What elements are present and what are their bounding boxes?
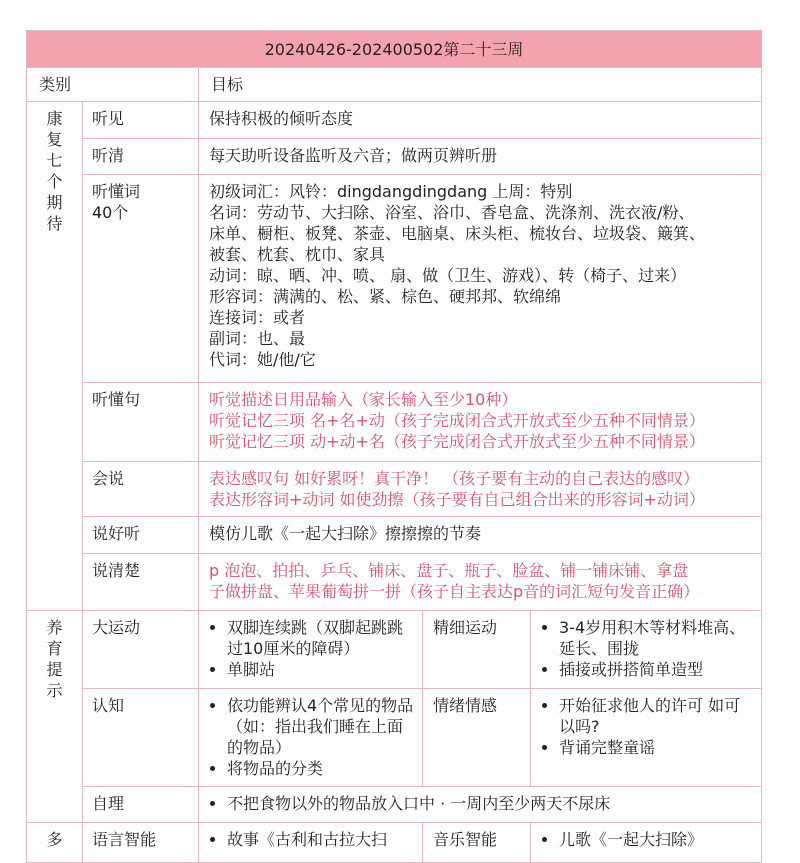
row-label-selfcare: 自理: [83, 787, 199, 823]
vocab-line: 被套、枕套、枕巾、家具: [209, 245, 386, 264]
selfcare-items: [199, 787, 762, 823]
list-item: • 双脚连续跳（双脚起跳跳过10厘米的障碍）: [227, 617, 416, 659]
list-item: • 单脚站: [227, 659, 416, 680]
goal-tingdongci: [199, 175, 762, 383]
vocab-line: 副词：也、最: [209, 329, 306, 348]
row-label-tingjian: 听见: [83, 102, 199, 139]
pronunciation-line: p 泡泡、拍拍、乒乓、铺床、盘子、瓶子、脸盆、铺一铺床铺、拿盘: [209, 561, 689, 580]
goal-tingqing: 每天助听设备监听及六音；做两页辨听册: [199, 139, 762, 175]
row-label-shuoqingchu: 说清楚: [83, 554, 199, 611]
category-header: 类别: [27, 68, 199, 102]
fine-motor-items: [531, 611, 762, 689]
row-label-cognition: 认知: [83, 689, 199, 787]
pronunciation-line: 子做拼盘、苹果葡萄拼一拼（孩子自主表达p音的词汇短句发音正确）: [209, 582, 700, 601]
cognition-items: [199, 689, 423, 787]
section-parenting-label: 养 育 提 示: [27, 611, 83, 823]
section-rehab-label: 康 复 七 个 期 待: [27, 102, 83, 611]
vocab-line: 连接词：或者: [209, 308, 306, 327]
sentence-line: 听觉记忆三项 名+名+动（孩子完成闭合式开放式至少五种不同情景）: [209, 411, 705, 430]
vocab-line: 初级词汇：风铃：dingdangdingdang 上周：特别: [209, 182, 573, 201]
weekly-plan-table: [26, 30, 762, 863]
sentence-line: 听觉记忆三项 动+动+名（孩子完成闭合式开放式至少五种不同情景）: [209, 432, 705, 451]
row-label-language: 语言智能: [83, 823, 199, 863]
goal-tingjian: 保持积极的倾听态度: [199, 102, 762, 139]
list-item: • 将物品的分类: [227, 758, 416, 779]
row-label-tingdongci: 听懂词 40个: [83, 175, 199, 383]
sentence-line: 听觉描述日用品输入（家长输入至少10种）: [209, 390, 518, 409]
vocab-line: 床单、橱柜、板凳、茶壶、电脑桌、床头柜、梳妆台、垃圾袋、簸箕、: [209, 224, 706, 243]
row-label-tingqing: 听清: [83, 139, 199, 175]
vocab-line: 名词：劳动节、大扫除、浴室、浴巾、香皂盒、洗涤剂、洗衣液/粉、: [209, 203, 695, 222]
gross-motor-items: [199, 611, 423, 689]
goal-huishuo: [199, 462, 762, 517]
goal-shuohaoting: 模仿儿歌《一起大扫除》擦擦擦的节奏: [199, 517, 762, 554]
row-label-music: 音乐智能: [423, 823, 531, 863]
list-item: • 依功能辨认4个常见的物品（如：指出我们睡在上面的物品）: [227, 695, 416, 758]
section-multi-label: 多: [27, 823, 83, 863]
vocab-line: 动词：晾、晒、冲、喷、 扇、做（卫生、游戏）、转（椅子、过来）: [209, 266, 687, 285]
list-item: • 插接或拼搭简单造型: [559, 659, 755, 680]
week-title: 20240426-202400502第二十三周: [27, 31, 762, 68]
goal-shuoqingchu: [199, 554, 762, 611]
language-items: [199, 823, 423, 863]
row-label-fine-motor: 精细运动: [423, 611, 531, 689]
goal-header: 目标: [199, 68, 762, 102]
row-label-huishuo: 会说: [83, 462, 199, 517]
list-item: • 儿歌《一起大扫除》: [559, 829, 755, 850]
speech-line: 表达感叹句 如好累呀！真干净！ （孩子要有主动的自己表达的感叹）: [209, 469, 700, 488]
emotion-items: [531, 689, 762, 787]
row-label-gross-motor: 大运动: [83, 611, 199, 689]
list-item: • 不把食物以外的物品放入口中 · 一周内至少两天不尿床: [227, 793, 755, 814]
vocab-line: 形容词：满满的、松、紧、棕色、硬邦邦、软绵绵: [209, 287, 562, 306]
speech-line: 表达形容词+动词 如使劲擦（孩子要有自己组合出来的形容词+动词）: [209, 490, 705, 509]
list-item: • 3-4岁用积木等材料堆高、延长、围拢: [559, 617, 755, 659]
list-item: • 背诵完整童谣: [559, 737, 755, 758]
music-items: [531, 823, 762, 863]
row-label-emotion: 情绪情感: [423, 689, 531, 787]
goal-tingdongju: [199, 383, 762, 462]
vocab-line: 代词：她/他/它: [209, 350, 316, 369]
row-label-shuohaoting: 说好听: [83, 517, 199, 554]
list-item: • 故事《古利和古拉大扫: [227, 829, 416, 850]
list-item: • 开始征求他人的许可 如可以吗?: [559, 695, 755, 737]
row-label-tingdongju: 听懂句: [83, 383, 199, 462]
